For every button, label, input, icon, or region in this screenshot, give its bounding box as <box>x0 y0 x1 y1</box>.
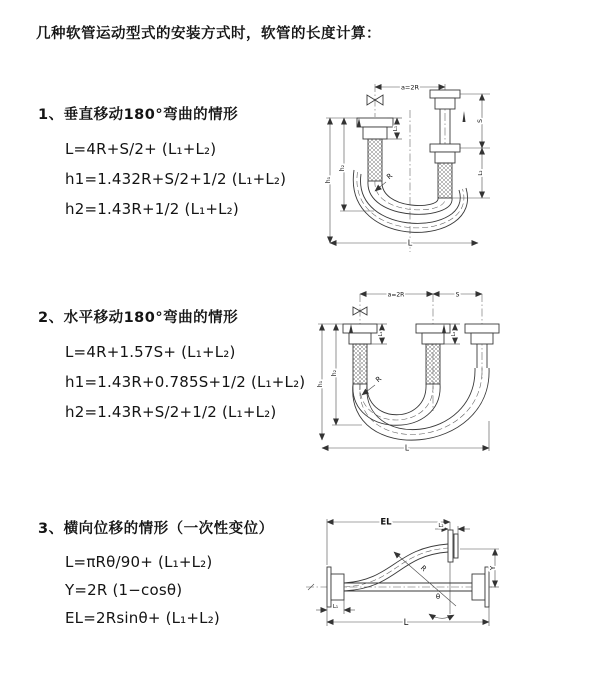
section-lateral-displacement <box>38 517 274 632</box>
radius-label: R <box>374 374 384 385</box>
dim-label-y: Y <box>489 565 497 571</box>
dim-label-length: L <box>407 238 413 248</box>
motion-arrow-icon <box>463 111 466 122</box>
right-flange <box>472 567 489 607</box>
section3-heading: 3、横向位移的情形（一次性变位） <box>38 521 274 537</box>
dim-label-a2r: a=2R <box>400 83 420 92</box>
formula-h1: h1=1.432R+S/2+1/2 (L₁+L₂) <box>65 170 287 188</box>
section1-heading: 1、垂直移动180°弯曲的情形 <box>38 107 239 123</box>
upper-flange <box>448 530 458 562</box>
angle-label: θ <box>435 593 441 601</box>
left-flange <box>327 567 344 607</box>
formula-y: Y=2R (1−cosθ) <box>65 581 183 599</box>
radius-annotation <box>394 552 456 606</box>
formula-h2: h2=1.43R+S/2+1/2 (L₁+L₂) <box>65 403 277 421</box>
dim-label-l2: L₂ <box>451 331 457 337</box>
dim-label-l1: L₁ <box>378 331 384 337</box>
dim-label-s: S <box>455 291 460 299</box>
dim-label-s: S <box>477 119 484 123</box>
diagram-lateral-displacement <box>298 502 598 652</box>
radius-label: R <box>385 171 395 182</box>
dim-el <box>327 518 450 566</box>
formula-h2: h2=1.43R+1/2 (L₁+L₂) <box>65 200 239 218</box>
diagram-vertical-180-bend <box>318 70 590 260</box>
centerlines <box>360 291 482 411</box>
dim-top-span <box>360 292 482 299</box>
dim-label-l1: L₁ <box>393 125 399 132</box>
section-vertical-bend <box>38 103 286 224</box>
dim-label-h1: h₁ <box>325 176 332 184</box>
section-horizontal-bend <box>38 306 305 427</box>
dim-label-h1: h₁ <box>317 380 324 388</box>
page-title: 几种软管运动型式的安装方式时，软管的长度计算： <box>36 26 381 42</box>
dim-label-l1: L₁ <box>332 604 339 610</box>
hose-u-bends <box>353 368 489 440</box>
section2-heading: 2、水平移动180°弯曲的情形 <box>38 310 239 326</box>
left-pipe-fitting <box>343 324 377 384</box>
middle-pipe-fitting <box>416 324 450 384</box>
dim-label-h2: h₂ <box>339 164 346 172</box>
formula-l: L=4R+1.57S+ (L₁+L₂) <box>65 343 236 361</box>
formula-l: L=πRθ/90+ (L₁+L₂) <box>65 553 213 571</box>
dim-label-l2: L₂ <box>478 170 484 176</box>
radius-label: R <box>418 563 428 574</box>
dim-label-a2r: a=2R <box>387 291 405 299</box>
formula-l: L=4R+S/2+ (L₁+L₂) <box>65 140 217 158</box>
curved-hose-displaced-position <box>344 544 448 591</box>
formula-h1: h1=1.43R+0.785S+1/2 (L₁+L₂) <box>65 373 306 391</box>
dim-bottom-length <box>322 421 489 453</box>
dim-label-length: L <box>403 617 409 628</box>
right-pipe-fitting <box>430 90 466 198</box>
formula-el: EL=2Rsinθ+ (L₁+L₂) <box>65 609 220 627</box>
left-pipe-fitting <box>357 118 393 181</box>
dim-label-l2: L₂ <box>438 523 444 529</box>
dim-label-length: L <box>404 443 410 453</box>
dim-left-fitting <box>316 600 355 614</box>
dim-label-el: EL <box>380 517 392 528</box>
right-pipe-fitting <box>465 324 499 368</box>
dim-label-h2: h₂ <box>331 369 338 377</box>
dim-bottom-length <box>330 239 478 248</box>
diagram-horizontal-180-bend <box>312 281 597 456</box>
